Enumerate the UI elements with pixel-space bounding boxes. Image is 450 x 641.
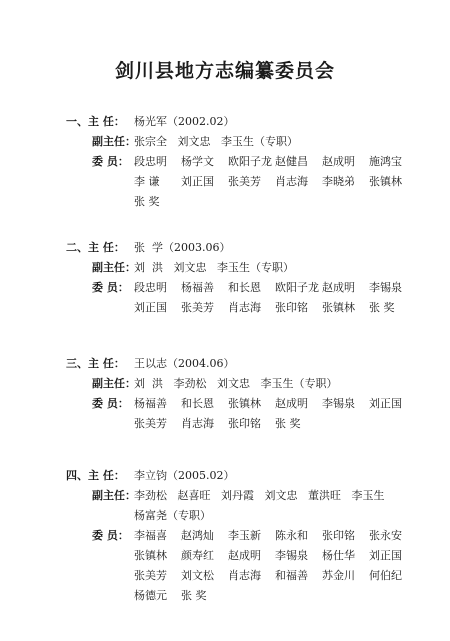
deputy-label: 副主任： [92,135,136,148]
member-line [134,586,428,606]
member-name: 赵成明 [228,549,261,562]
director-row [0,112,450,132]
member-line [134,278,428,298]
member-name: 张永安 [369,529,402,542]
director-label: 一、主 任： [66,115,125,128]
member-name: 刘正国 [134,301,167,314]
members-row [0,152,450,172]
member-name: 刘正国 [181,175,214,188]
director-row [0,238,450,258]
member-name: 赵成明 [322,281,355,294]
member-name: 刘正国 [369,549,402,562]
deputy-row [0,486,450,506]
deputy-names: 刘 洪 李劲松 刘文忠 李玉生（专职） [134,377,338,390]
member-name: 肖志海 [228,569,261,582]
members-row [0,586,450,606]
member-name: 李福喜 [134,529,167,542]
director-row [0,466,450,486]
member-name: 杨德元 [134,589,167,602]
member-name: 段忠明 [134,281,167,294]
member-name: 苏金川 [322,569,355,582]
member-name: 张 奖 [181,589,207,602]
director-name: 王以志（2004.06） [134,357,235,370]
member-name: 张镇林 [134,549,167,562]
deputy-names: 张宗全 刘文忠 李玉生（专职） [134,135,298,148]
member-name: 李玉新 [228,529,261,542]
deputy-row [0,374,450,394]
director-label: 三、主 任： [66,357,125,370]
member-name: 杨仕华 [322,549,355,562]
member-line [134,152,428,172]
members-label: 委 员： [92,155,129,168]
member-name: 陈永和 [275,529,308,542]
member-name: 刘正国 [369,397,402,410]
deputy-row [0,132,450,152]
member-name: 杨福善 [181,281,214,294]
member-name: 赵鸿灿 [181,529,214,542]
member-name: 和福善 [275,569,308,582]
deputy-row [0,258,450,278]
member-name: 和长恩 [181,397,214,410]
member-name: 张 奖 [369,301,395,314]
members-row [0,394,450,414]
member-line [134,526,428,546]
committee-section-2 [0,238,450,318]
member-name: 张印铭 [228,417,261,430]
member-name: 李锡泉 [322,397,355,410]
member-name: 颜寿红 [181,549,214,562]
member-name: 赵成明 [322,155,355,168]
member-name: 刘文松 [181,569,214,582]
member-name: 欧阳子龙 [275,281,319,294]
deputy-row-cont [0,506,450,526]
member-line [134,394,428,414]
members-label: 委 员： [92,281,129,294]
member-name: 和长恩 [228,281,261,294]
member-name: 段忠明 [134,155,167,168]
deputy-label: 副主任： [92,377,136,390]
member-name: 张镇林 [228,397,261,410]
members-row [0,172,450,192]
member-name: 李锡泉 [369,281,402,294]
member-name: 李锡泉 [275,549,308,562]
members-label: 委 员： [92,397,129,410]
committee-section-3 [0,354,450,434]
director-name: 张 学（2003.06） [134,241,231,254]
member-name: 欧阳子龙 [228,155,272,168]
member-line [134,192,428,212]
members-row [0,298,450,318]
member-name: 李晓弟 [322,175,355,188]
members-row [0,546,450,566]
member-name: 赵健昌 [275,155,308,168]
deputy-label: 副主任： [92,261,136,274]
member-name: 张印铭 [322,529,355,542]
member-name: 杨福善 [134,397,167,410]
member-name: 张美芳 [228,175,261,188]
deputy-label: 副主任： [92,489,136,502]
member-name: 张 奖 [134,195,160,208]
member-name: 张美芳 [134,417,167,430]
member-name: 肖志海 [181,417,214,430]
page-title: 剑川县地方志编纂委员会 [114,60,335,82]
member-name: 何伯纪 [369,569,402,582]
director-name: 李立钧（2005.02） [134,469,235,482]
member-line [134,414,428,434]
committee-section-4 [0,466,450,606]
members-row [0,278,450,298]
director-row [0,354,450,374]
member-name: 施鸿宝 [369,155,402,168]
committee-section-1 [0,112,450,212]
director-label: 四、主 任： [66,469,125,482]
member-line [134,298,428,318]
member-name: 张美芳 [134,569,167,582]
member-name: 杨学文 [181,155,214,168]
member-name: 张 奖 [275,417,301,430]
member-name: 赵成明 [275,397,308,410]
member-name: 张镇林 [322,301,355,314]
members-row [0,566,450,586]
members-label: 委 员： [92,529,129,542]
members-row [0,414,450,434]
deputy-names: 李劲松 赵喜旺 刘丹霞 刘文忠 董洪旺 李玉生 [134,489,385,502]
member-line [134,566,428,586]
director-name: 杨光军（2002.02） [134,115,235,128]
member-line [134,172,428,192]
members-row [0,526,450,546]
deputy-names: 刘 洪 刘文忠 李玉生（专职） [134,261,294,274]
member-name: 李 谦 [134,175,160,188]
member-name: 张美芳 [181,301,214,314]
member-name: 张镇林 [369,175,402,188]
director-label: 二、主 任： [66,241,125,254]
deputy-names-cont: 杨富尧（专职） [134,509,211,522]
member-name: 肖志海 [275,175,308,188]
member-name: 张印铭 [275,301,308,314]
member-name: 肖志海 [228,301,261,314]
member-line [134,546,428,566]
members-row [0,192,450,212]
